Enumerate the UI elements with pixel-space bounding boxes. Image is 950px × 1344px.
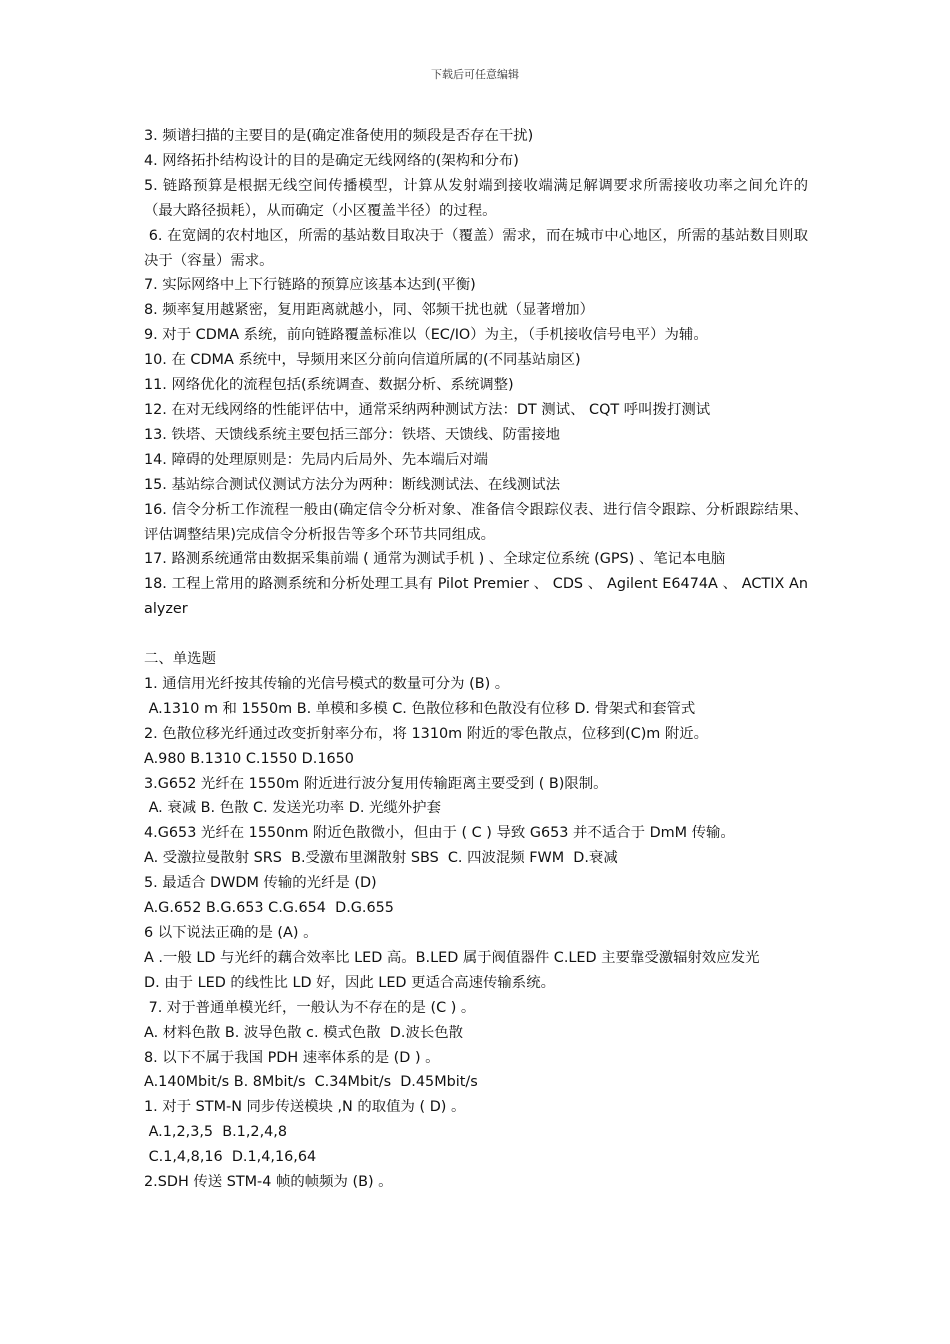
text-line: A.1310 m 和 1550m B. 单模和多模 C. 色散位移和色散没有位移 D. 骨架式和套管式 (144, 700, 696, 717)
text-line: A. 衰减 B. 色散 C. 发送光功率 D. 光缆外护套 (144, 800, 441, 817)
text-line: 1. 对于 STM-N 同步传送模块 ,N 的取值为 ( D) 。 (144, 1099, 466, 1116)
text-line: C.1,4,8,16 D.1,4,16,64 (144, 1149, 317, 1166)
text-line: A.980 B.1310 C.1550 D.1650 (144, 750, 354, 767)
text-line: 5. 链路预算是根据无线空间传播模型，计算从发射端到接收端满足解调要求所需接收功率之间允许的（最大路径损耗），从而确定（小区覆盖半径）的过程。 (144, 177, 808, 219)
text-line: 18. 工程上常用的路测系统和分析处理工具有 Pilot Premier 、 CDS 、 Agilent E6474A 、 ACTIX Analyzer (144, 576, 808, 618)
text-line: 6. 在宽阔的农村地区，所需的基站数目取决于（覆盖）需求，而在城市中心地区，所需的基站数目则取决于（容量）需求。 (144, 227, 809, 269)
blank-line (144, 622, 808, 647)
text-line: 3.G652 光纤在 1550m 附近进行波分复用传输距离主要受到 ( B)限制。 (144, 775, 608, 792)
text-line: A.1,2,3,5 B.1,2,4,8 (144, 1124, 288, 1141)
text-line: 13. 铁塔、天馈线系统主要包括三部分：铁塔、天馈线、防雷接地 (144, 426, 561, 443)
text-line: 4. 网络拓扑结构设计的目的是确定无线网络的(架构和分布) (144, 152, 519, 169)
text-line: A.140Mbit/s B. 8Mbit/s C.34Mbit/s D.45Mbit/s (144, 1074, 478, 1091)
text-line: A .一般 LD 与光纤的藕合效率比 LED 高。B.LED 属于阀值器件 C.LED 主要靠受激辐射效应发光 (144, 949, 760, 966)
text-line: A.G.652 B.G.653 C.G.654 D.G.655 (144, 900, 394, 917)
text-line: 10. 在 CDMA 系统中，导频用来区分前向信道所属的(不同基站扇区) (144, 352, 581, 369)
text-line: 16. 信令分析工作流程一般由(确定信令分析对象、准备信令跟踪仪表、进行信令跟踪、分析跟踪结果、评估调整结果)完成信令分析报告等多个环节共同组成。 (144, 501, 808, 543)
text-line: 7. 实际网络中上下行链路的预算应该基本达到(平衡) (144, 277, 476, 294)
text-line: 9. 对于 CDMA 系统，前向链路覆盖标准以（EC/IO）为主，（手机接收信号电平）为辅。 (144, 327, 708, 344)
text-line: A. 受激拉曼散射 SRS B.受激布里渊散射 SBS C. 四波混频 FWM D.衰减 (144, 850, 618, 867)
text-line: 8. 频率复用越紧密，复用距离就越小，同、邻频干扰也就（显著增加） (144, 302, 595, 319)
text-line: 14. 障碍的处理原则是：先局内后局外、先本端后对端 (144, 451, 489, 468)
text-line: 15. 基站综合测试仪测试方法分为两种：断线测试法、在线测试法 (144, 476, 561, 493)
text-line: A. 材料色散 B. 波导色散 c. 模式色散 D.波长色散 (144, 1024, 464, 1041)
text-line: 12. 在对无线网络的性能评估中，通常采纳两种测试方法：DT 测试、 CQT 呼叫拨打测试 (144, 401, 711, 418)
text-line: 4.G653 光纤在 1550nm 附近色散微小，但由于 ( C ) 导致 G653 并不适合于 DmM 传输。 (144, 825, 735, 842)
text-line: 二、单选题 (144, 651, 216, 668)
text-line: 7. 对于普通单模光纤，一般认为不存在的是 (C ) 。 (144, 999, 476, 1016)
text-line: 11. 网络优化的流程包括(系统调查、数据分析、系统调整) (144, 377, 514, 394)
text-line: 6 以下说法正确的是 (A) 。 (144, 924, 318, 941)
text-line: 8. 以下不属于我国 PDH 速率体系的是 (D ) 。 (144, 1049, 440, 1066)
page-header: 下载后可任意编辑 (431, 68, 519, 81)
text-line: 2. 色散位移光纤通过改变折射率分布，将 1310m 附近的零色散点，位移到(C)m 附近。 (144, 725, 709, 742)
text-line: 1. 通信用光纤按其传输的光信号模式的数量可分为 (B) 。 (144, 675, 510, 692)
document-body (144, 124, 808, 1195)
text-line: D. 由于 LED 的线性比 LD 好，因此 LED 更适合高速传输系统。 (144, 974, 555, 991)
text-line: 2.SDH 传送 STM-4 帧的帧频为 (B) 。 (144, 1174, 393, 1191)
text-line: 17. 路测系统通常由数据采集前端 ( 通常为测试手机 ) 、全球定位系统 (GPS) 、笔记本电脑 (144, 551, 726, 568)
text-line: 5. 最适合 DWDM 传输的光纤是 (D) (144, 875, 377, 892)
text-line: 3. 频谱扫描的主要目的是(确定准备使用的频段是否存在干扰) (144, 128, 534, 144)
